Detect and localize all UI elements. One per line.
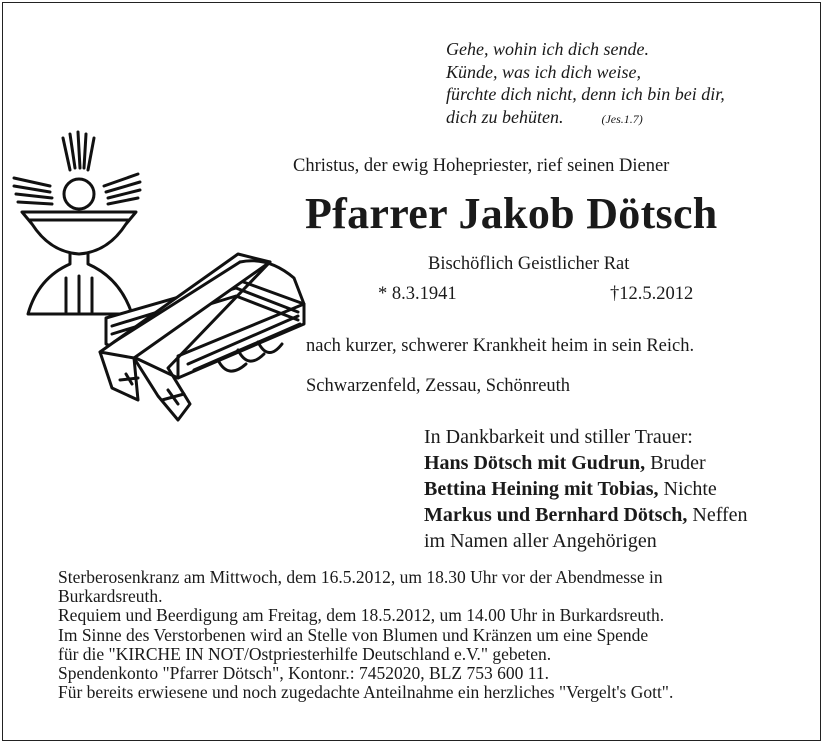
- mourners-heading: In Dankbarkeit und stiller Trauer:: [424, 426, 693, 448]
- mourner-names: Markus und Bernhard Dötsch,: [424, 504, 688, 526]
- notice-line: Spendenkonto "Pfarrer Dötsch", Kontonr.: 7452020, BLZ 753 600 11.: [58, 663, 549, 684]
- verse-line: dich zu behüten.: [446, 106, 564, 127]
- mourner-relation: Nichte: [658, 478, 717, 500]
- chalice-icon: [22, 212, 136, 314]
- birth-date: * 8.3.1941: [378, 284, 457, 304]
- host-icon: [64, 179, 94, 209]
- mourner-entry: [424, 502, 748, 528]
- rays-icon: [14, 132, 140, 204]
- mourner-names: Bettina Heining mit Tobias,: [424, 478, 659, 500]
- deceased-name: Pfarrer Jakob Dötsch: [305, 189, 718, 238]
- parish-places: Schwarzenfeld, Zessau, Schönreuth: [306, 376, 571, 396]
- passing-text: nach kurzer, schwerer Krankheit heim in sein Reich.: [306, 336, 695, 356]
- chalice-host-stole-book-icon: [8, 128, 308, 428]
- funeral-notice: [58, 568, 818, 702]
- notice-line: Im Sinne des Verstorbenen wird an Stelle von Blumen und Kränzen um eine Spende: [58, 624, 649, 645]
- notice-line: Requiem und Beerdigung am Freitag, dem 18.5.2012, um 14.00 Uhr in Burkardsreuth.: [58, 605, 665, 626]
- notice-line: Für bereits erwiesene und noch zugedachte Anteilnahme ein herzliches "Vergelt's Gott".: [58, 682, 674, 703]
- mourners-block: [424, 424, 748, 554]
- death-date: †12.5.2012: [610, 284, 694, 304]
- deceased-title: Bischöflich Geistlicher Rat: [428, 254, 630, 274]
- verse-reference: (Jes.1.7): [601, 111, 643, 126]
- notice-line: Burkardsreuth.: [58, 586, 163, 607]
- verse-line: fürchte dich nicht, denn ich bin bei dir,: [446, 84, 725, 104]
- verse-line: Künde, was ich dich weise,: [446, 61, 641, 82]
- bible-verse: [446, 38, 725, 130]
- mourner-entry: [424, 450, 748, 476]
- notice-line: für die "KIRCHE IN NOT/Ostpriesterhilfe Deutschland e.V." gebeten.: [58, 643, 552, 664]
- mourner-relation: Neffen: [687, 504, 748, 526]
- mourner-names: Hans Dötsch mit Gudrun,: [424, 452, 646, 474]
- verse-line: Gehe, wohin ich dich sende.: [446, 39, 649, 59]
- mourners-closing: im Namen aller Angehörigen: [424, 530, 657, 552]
- intro-text: Christus, der ewig Hohepriester, rief seinen Diener: [293, 156, 670, 176]
- notice-line: Sterberosenkranz am Mittwoch, dem 16.5.2012, um 18.30 Uhr vor der Abendmesse in: [58, 567, 663, 587]
- verse-line-last: [446, 106, 725, 131]
- mourner-relation: Bruder: [645, 452, 706, 474]
- mourner-entry: [424, 476, 748, 502]
